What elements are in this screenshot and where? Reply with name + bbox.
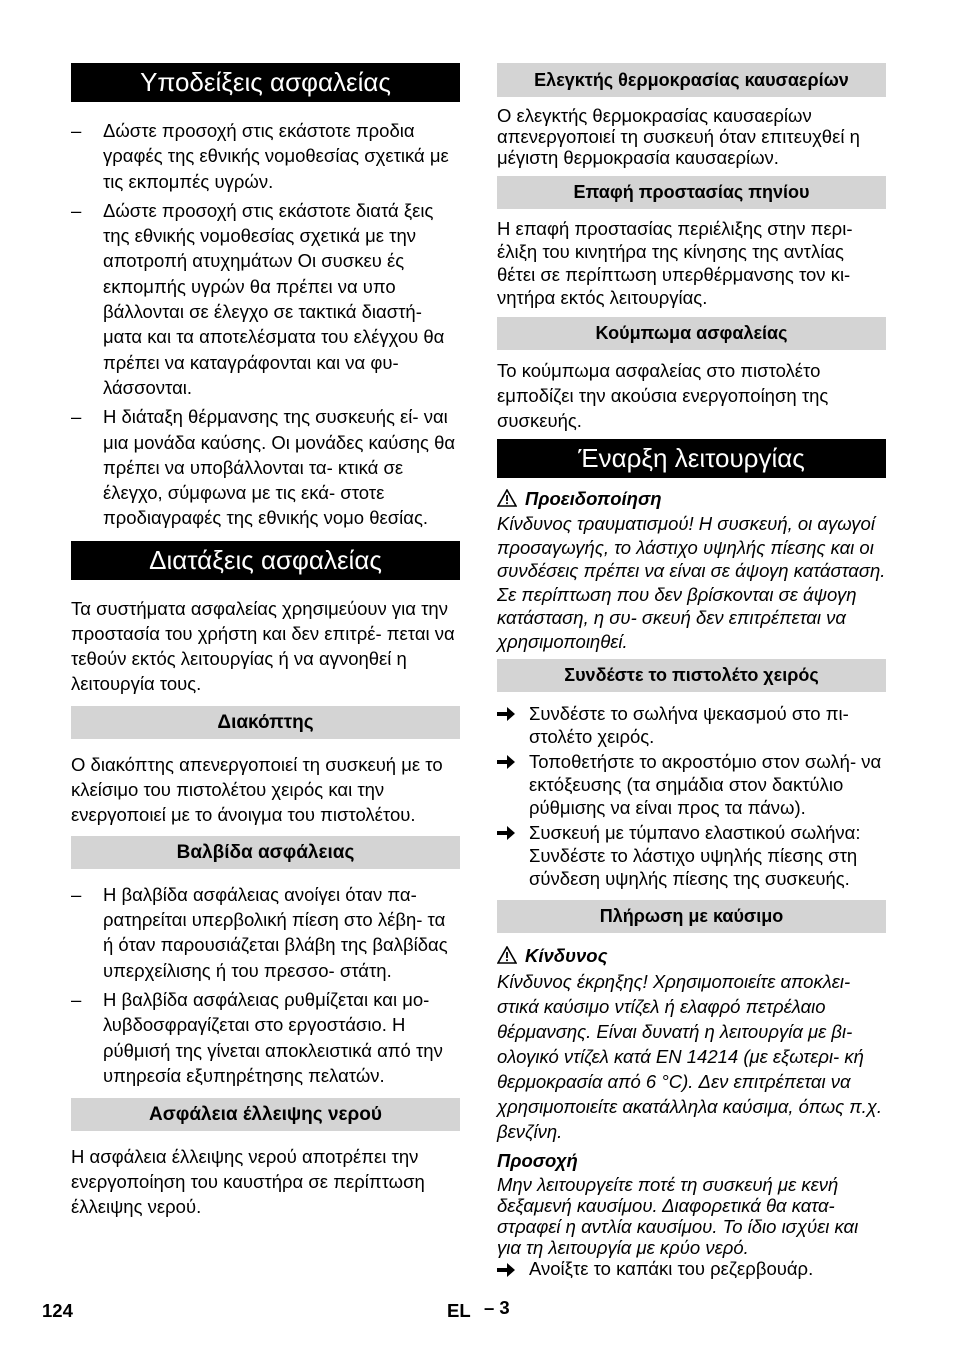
warning-triangle-icon xyxy=(497,489,517,507)
language-code: EL xyxy=(447,1300,471,1321)
danger-text: Κίνδυνος έκρηξης! Χρησιμοποιείτε αποκλει- στικά καύσιμο ντίζελ ή ελαφρό πετρέλαιο θέρμανσης. Είναι δυνατή η λειτουργία με βι- ολογικό ντίζελ κατά EN 14214 (με εξωτερι- κή θερμοκρασία από 6 °C). Δεν επιτρέπεται να χρησιμοποιείτε ακατάλληλα καύσιμα, όπως π.χ. βενζίνη. xyxy=(497,971,883,1142)
warning-heading xyxy=(497,486,886,512)
right-column xyxy=(497,63,886,1290)
safety-devices-text: Τα συστήματα ασφαλείας χρησιμεύουν για την προστασία του χρήστη και δεν επιτρέ- πεται να τεθούν εκτός λειτουργίας ή να αγνοηθεί η λειτουργία τους. xyxy=(71,597,455,694)
valve-list xyxy=(71,882,460,1088)
heading-safety-lock: Κούμπωμα ασφαλείας xyxy=(497,317,886,350)
list-item: Συσκευή με τύμπανο ελαστικού σωλήνα: Συνδέστε το λάστιχο υψηλής πίεσης στη σύνδεση υψηλής πίεσης της συσκευής. xyxy=(497,821,886,890)
list-item: – Δώστε προσοχή στις εκάστοτε διατά ξεις της εθνικής νομοθεσίας σχετικά με την αποτροπή ατυχημάτων Οι συσκευ ές εκπομπής υγρών θα πρέπει να υπο βάλλονται σε έλεγχο σε τακτικά διαστή- ματα και τα αποτελέσματα του ελέγχου θα πρέπει να καταγράφονται και να φυ- λάσσονται. xyxy=(71,198,460,400)
heading-exhaust-temperature: Ελεγκτής θερμοκρασίας καυσαερίων xyxy=(497,63,886,97)
list-item: – Η βαλβίδα ασφάλειας ρυθμίζεται και μο- λυβδοσφραγίζεται στο εργοστάσιο. Η ρύθμισή της γίνεται αποκλειστικά από την υπηρεσία εξυπηρέτησης πελατών. xyxy=(71,987,460,1088)
water-shortage-text: Η ασφάλεια έλλειψης νερού αποτρέπει την ενεργοποίηση του καυστήρα σε περίπτωση έλλειψης νερού. xyxy=(71,1146,425,1218)
arrow-right-icon xyxy=(497,707,515,721)
arrow-right-icon xyxy=(497,1263,515,1277)
heading-refuel: Πλήρωση με καύσιμο xyxy=(497,900,886,933)
caution-label: Προσοχή xyxy=(497,1150,578,1171)
arrow-right-icon xyxy=(497,755,515,769)
heading-safety-valve: Βαλβίδα ασφάλειας xyxy=(71,836,460,869)
list-item: – Η διάταξη θέρμανσης της συσκευής εί- ναι μια μονάδα καύσης. Οι μονάδες καύσης θα πρέπει να υποβάλλονται τα- κτικά σε έλεγχο, σύμφωνα με τις εκά- στοτε προδιαγραφές της εθνικής νομο θεσίας. xyxy=(71,404,460,530)
gun-steps-list xyxy=(497,702,886,890)
list-item: – Η βαλβίδα ασφάλειας ανοίγει όταν πα- ρατηρείται υπερβολική πίεση στο λέβη- τα ή όταν παρουσιάζεται βλάβη της βαλβίδας υπερχείλισης ή του πρεσσο- στάτη. xyxy=(71,882,460,983)
safety-lock-text: Το κούμπωμα ασφαλείας στο πιστολέτο εμποδίζει την ακούσια ενεργοποίηση της συσκευής. xyxy=(497,360,829,431)
arrow-right-icon xyxy=(497,826,515,840)
list-item: Τοποθετήστε το ακροστόμιο στον σωλή- να εκτόξευσης (τα σημάδια στον δακτύλιο ρύθμισης να είναι προς τα πάνω). xyxy=(497,750,886,819)
left-column xyxy=(71,63,460,1227)
heading-coil-protection: Επαφή προστασίας πηνίου xyxy=(497,176,886,209)
warning-label: Προειδοποίηση xyxy=(525,488,662,509)
fuel-steps-list xyxy=(497,1258,886,1280)
section-page: – 3 xyxy=(484,1297,510,1318)
coil-text: Η επαφή προστασίας περιέλιξης στην περι- έλιξη του κινητήρα της κίνησης της αντλίας θέτει σε περίπτωση υπερθέρμανσης τον κι- νητήρα εκτός λειτουργίας. xyxy=(497,218,853,308)
list-item: – Δώστε προσοχή στις εκάστοτε προδια γραφές της εθνικής νομοθεσίας σχετικά με τις εκπομπές υγρών. xyxy=(71,118,460,194)
heading-start-up: Έναρξη λειτουργίας xyxy=(497,439,886,478)
caution-text: Μην λειτουργείτε ποτέ τη συσκευή με κενή δεξαμενή καυσίμου. Διαφορετικά θα κατα- στραφεί η αντλία καυσίμου. Το ίδιο ισχύει και για τη λειτουργία με κρύο νερό. xyxy=(497,1174,859,1258)
heading-water-shortage: Ασφάλεια έλλειψης νερού xyxy=(71,1098,460,1131)
heading-connect-gun: Συνδέστε το πιστολέτο χειρός xyxy=(497,659,886,692)
safety-notes-list xyxy=(71,118,460,531)
list-item: Ανοίξτε το καπάκι του ρεζερβουάρ. xyxy=(497,1258,886,1280)
warning-text: Κίνδυνος τραυματισμού! Η συσκευή, οι αγωγοί προσαγωγής, το λάστιχο υψηλής πίεσης και οι συνδέσεις πρέπει να είναι σε άψογη κατάσταση. Σε περίπτωση που δεν βρίσκονται σε άψογη κατάσταση, η συ- σκευή δεν επιτρέπεται να χρησιμοποιηθεί. xyxy=(497,513,886,652)
heading-switch: Διακόπτης xyxy=(71,706,460,739)
warning-triangle-icon xyxy=(497,946,517,964)
heading-safety-notes: Υποδείξεις ασφαλείας xyxy=(71,63,460,102)
exhaust-text: Ο ελεγκτής θερμοκρασίας καυσαερίων απενεργοποιεί τη συσκευή όταν επιτευχθεί η μέγιστη θερμοκρασία καυσαερίων. xyxy=(497,105,860,168)
page-number: 124 xyxy=(42,1300,73,1321)
danger-label: Κίνδυνος xyxy=(525,945,608,966)
heading-safety-devices: Διατάξεις ασφαλείας xyxy=(71,541,460,580)
switch-text: Ο διακόπτης απενεργοποιεί τη συσκευή με το κλείσιμο του πιστολέτου χειρός και την ενεργοποιεί με το άνοιγμα του πιστολέτου. xyxy=(71,753,443,825)
list-item: Συνδέστε το σωλήνα ψεκασμού στο πι- στολέτο χειρός. xyxy=(497,702,886,748)
danger-heading xyxy=(497,943,886,969)
